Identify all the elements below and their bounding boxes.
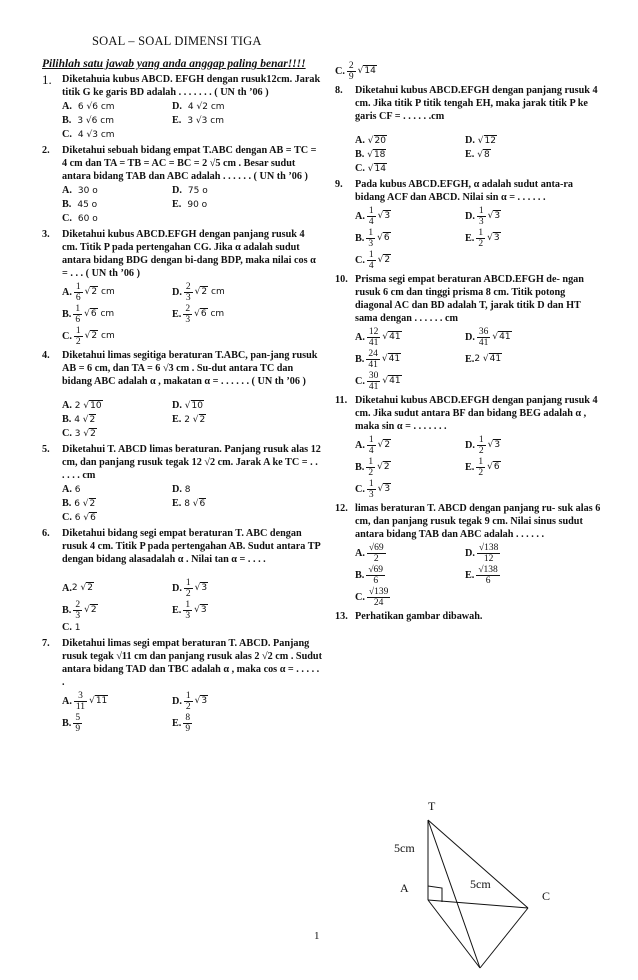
edge-ac	[428, 900, 528, 908]
option-e[interactable]: E. $\frac{1}{2}$ √6	[465, 456, 500, 478]
label-edge-2: 5cm	[470, 877, 491, 891]
option-d[interactable]: D. √12	[465, 135, 496, 146]
option-b[interactable]: B. √18	[355, 149, 386, 160]
option-e[interactable]: E. 8 √6	[172, 498, 206, 509]
option-d[interactable]: D. 8	[172, 484, 191, 495]
pyramid-diagram	[390, 790, 590, 980]
option-e[interactable]: E. 90 o	[172, 199, 208, 210]
option-c[interactable]: C. √14	[355, 163, 386, 174]
option-e[interactable]: E. $\frac{1}{3}$ √3	[172, 599, 207, 621]
option-c[interactable]: C. $\frac{30}{41}$ √41	[355, 370, 401, 392]
option-e[interactable]: E. 3 √3 cm	[172, 115, 224, 126]
option-a[interactable]: A. $\frac{1}{6}$ √2 cm	[62, 281, 115, 303]
option-c[interactable]: C. $\frac{1}{2}$ √2 cm	[62, 325, 115, 347]
option-d[interactable]: D. $\frac{√138}{12}$	[465, 542, 499, 564]
option-c[interactable]: C. 60 o	[62, 213, 98, 224]
edge-ab	[428, 900, 480, 968]
options	[355, 326, 603, 392]
question-1: 1. Diketahuia kubus ABCD. EFGH dengan rusuk12cm. Jarak titik G ke garis BD adalah . . . . . . . ( UN th ’06 ) A. 6 √6 cm D. 4 √2 cm B. 3 √6 cm E. 3 √3 cm C. 4 √3 cm	[42, 72, 321, 140]
option-b[interactable]: B. 4 √2	[62, 414, 96, 425]
page-number: 1	[314, 930, 320, 942]
options	[62, 399, 322, 441]
option-b[interactable]: B. 3 √6 cm	[62, 115, 114, 126]
question-text: Pada kubus ABCD.EFGH, α adalah sudut anta-ra bidang ACF dan ABCD. Nilai sin α = . . . . . .	[355, 179, 573, 203]
option-a[interactable]: A. 6	[62, 484, 81, 495]
option-d[interactable]: D. $\frac{2}{3}$ √2 cm	[172, 281, 225, 303]
option-b[interactable]: B. $\frac{1}{2}$ √2	[355, 456, 390, 478]
question-2: 2. Diketahui sebuah bidang empat T.ABC dengan AB = TC = 4 cm dan TA = TB = AC = BC = 2 √5 cm . Besar sudut antara bidang TAB dan ABC adalah . . . . . . ( UN th ’06 ) A. 30 o D. 75 o B. 45 o E. 90 o C. 60 o	[42, 144, 322, 226]
option-d[interactable]: D. $\frac{36}{41}$ √41	[465, 326, 511, 348]
edge-bc	[480, 908, 528, 968]
question-4: 4. Diketahui limas segitiga beraturan T.ABC, pan-jang rusuk AB = 6 cm, dan TA = 6 √3 cm . Su-dut antara TC dan bidang ABC adalah α , makatan α = . . . . . . ( UN th ’06 ) A. 2 √10 D. √10 B. 4 √2 E. 2 √2 C. 3 √2	[42, 349, 322, 441]
question-8: 8. Diketahui kubus ABCD.EFGH dengan panjang rusuk 4 cm. Jika titik P titik tengah EH, maka jarak titik P ke garis CF = . . . . . .cm A. √20 D. √12 B. √18 E. √8 C. √14	[335, 84, 603, 176]
options	[62, 690, 322, 734]
instruction: Pilihlah satu jawab yang anda anggap paling benar!!!!	[42, 58, 306, 70]
question-13: 13. Perhatikan gambar dibawah.	[335, 610, 603, 623]
question-9: 9. Pada kubus ABCD.EFGH, α adalah sudut anta-ra bidang ACF dan ABCD. Nilai sin α = . . . . . . A. $\frac{1}{4}$ √3 D. $\frac{1}{3}$ √3 B. $\frac{1}{3}$ √6 E. $\frac{1}{2}$ √3 C. $\frac{1}{4}$ √2	[335, 178, 603, 271]
question-5: 5. Diketahui T. ABCD limas beraturan. Panjang rusuk alas 12 cm, dan panjang rusuk tegak 12 √2 cm. Jarak A ke TC = . . . . . . cm A. 6 D. 8 B. 6 √2 E. 8 √6 C. 6 √6	[42, 444, 321, 523]
options	[62, 483, 322, 525]
option-e[interactable]: E. 2 √41	[465, 353, 502, 365]
option-d[interactable]: D. $\frac{1}{3}$ √3	[465, 205, 501, 227]
question-12: 12. limas beraturan T. ABCD dengan panjang ru- suk alas 6 cm, dan panjang rusuk tegak 9 cm. Nilai sinus sudut antara bidang TAB dan ABC adalah . . . . . . A. $\frac{√69}{2}$ D. $\frac{√138}{12}$ B. $\frac{√69}{6}$ E. $\frac{√138}{6}$ C. $\frac{√139}{24}$	[335, 502, 603, 608]
question-text: Diketahui kubus ABCD.EFGH dengan panjang rusuk 4 cm. Titik P pada pertengahan CG. Jika α adalah sudut antara bidang BDG dengan bi-dang BDP, maka nilai cos α = . . . ( UN th ’06 )	[62, 229, 316, 279]
question-text: Diketahui kubus ABCD.EFGH dengan panjang rusuk 4 cm. Jika titik P titik tengah EH, maka jarak titik P ke garis CF = . . . . . .cm	[355, 85, 598, 122]
option-d[interactable]: D. $\frac{1}{2}$ √3	[172, 690, 208, 712]
page-title: SOAL – SOAL DIMENSI TIGA	[92, 34, 262, 48]
option-e[interactable]: E. $\frac{2}{3}$ √6 cm	[172, 303, 225, 325]
edge-tb	[428, 820, 480, 968]
question-text: Diketahui kubus ABCD.EFGH dengan panjang rusuk 4 cm. Jika sudut antara BF dan bidang BEG adalah α , maka sin α = . . . . . . .	[355, 395, 598, 432]
options	[355, 205, 603, 271]
option-c[interactable]: C. 3 √2	[62, 428, 96, 439]
question-11: 11. Diketahui kubus ABCD.EFGH dengan panjang rusuk 4 cm. Jika sudut antara BF dan bidang BEG adalah α , maka sin α = . . . . . . . A. $\frac{1}{4}$ √2 D. $\frac{1}{2}$ √3 B. $\frac{1}{2}$ √2 E. $\frac{1}{2}$ √6 C. $\frac{1}{3}$ √3	[335, 394, 603, 500]
option-a[interactable]: A. 30 o	[62, 185, 98, 196]
question-text: Diketahui limas segi empat beraturan T. ABCD. Panjang rusuk tegak √11 cm dan panjang rusuk alas 2 √2 cm . Sudut antara bidang TAD dan TBC adalah α , maka cos α = . . . . . .	[62, 638, 322, 688]
question-text: Perhatikan gambar dibawah.	[355, 611, 483, 622]
option-d[interactable]: D. √10	[172, 400, 203, 411]
question-6: 6. Diketahui bidang segi empat beraturan T. ABC dengan rusuk 4 cm. Titik P pada pertengahan AB. Sudut antara TP dengan bidang alasadalah α . Nilai tan α = . . . . A. 2 √2 D. $\frac{1}{2}$ √3 B. $\frac{2}{3}$ √2 E. $\frac{1}{3}$ √3 C. 1	[42, 528, 321, 633]
option-b[interactable]: B. 45 o	[62, 199, 98, 210]
question-text: Diketahuia kubus ABCD. EFGH dengan rusuk12cm. Jarak titik G ke garis BD adalah . . . . . . . ( UN th ’06 )	[62, 74, 321, 98]
label-a: A	[400, 881, 409, 895]
label-t: T	[428, 799, 436, 813]
left-column	[42, 38, 322, 734]
option-e[interactable]: E. $\frac{1}{2}$ √3	[465, 227, 500, 249]
question-10: 10. Prisma segi empat beraturan ABCD.EFGH de- ngan rusuk 6 cm dan tinggi prisma 8 cm. Titik potong diagonal AC dan BD adalah T, jarak titik D dan HT sama dengan . . . . . . cm A. $\frac{12}{41}$ √41 D. $\frac{36}{41}$ √41 B. $\frac{24}{41}$ √41 E. 2 √41 C. $\frac{30}{41}$ √41	[335, 273, 603, 392]
option-a[interactable]: A. $\frac{3}{11}$ √11	[62, 690, 108, 712]
option-b[interactable]: B. $\frac{1}{3}$ √6	[355, 227, 390, 249]
option-b[interactable]: B. $\frac{1}{6}$ √6 cm	[62, 303, 115, 325]
question-text: Prisma segi empat beraturan ABCD.EFGH de- ngan rusuk 6 cm dan tinggi prisma 8 cm. Titik potong diagonal AC dan BD adalah T, jarak titik D dan HT sama dengan . . . . . . cm	[355, 274, 584, 324]
option-c[interactable]: C. $\frac{√139}{24}$	[355, 586, 389, 608]
option-d[interactable]: D. 4 √2 cm	[172, 101, 225, 112]
option-d[interactable]: D. 75 o	[172, 185, 208, 196]
option-b[interactable]: B. $\frac{5}{9}$	[62, 712, 81, 734]
label-edge-1: 5cm	[394, 841, 415, 855]
option-c[interactable]: C. $\frac{1}{3}$ √3	[355, 478, 391, 500]
option-a[interactable]: A. $\frac{12}{41}$ √41	[355, 326, 401, 348]
option-d[interactable]: D. $\frac{1}{2}$ √3	[172, 577, 208, 599]
options	[355, 434, 603, 500]
question-text: limas beraturan T. ABCD dengan panjang ru- suk alas 6 cm, dan panjang rusuk tegak 9 cm. Nilai sinus sudut antara bidang TAB dan ABC adalah . . . . . .	[355, 503, 601, 540]
option-d[interactable]: D. $\frac{1}{2}$ √3	[465, 434, 501, 456]
option-c[interactable]: C. 1	[62, 622, 81, 633]
option-c[interactable]: C. $\frac{1}{4}$ √2	[355, 249, 391, 271]
option-b[interactable]: B. $\frac{24}{41}$ √41	[355, 348, 401, 370]
option-a[interactable]: A. $\frac{√69}{2}$	[355, 542, 384, 564]
option-b[interactable]: B. $\frac{2}{3}$ √2	[62, 599, 97, 621]
options	[62, 100, 322, 142]
question-7: 7. Diketahui limas segi empat beraturan T. ABCD. Panjang rusuk tegak √11 cm dan panjang rusuk alas 2 √2 cm . Sudut antara bidang TAD dan TBC adalah α , maka cos α = . . . . . . A. $\frac{3}{11}$ √11 D. $\frac{1}{2}$ √3 B. $\frac{5}{9}$ E. $\frac{8}{9}$	[42, 638, 322, 734]
question-text: Diketahui T. ABCD limas beraturan. Panjang rusuk alas 12 cm, dan panjang rusuk tegak 12 √2 cm. Jarak A ke TC = . . . . . . cm	[62, 444, 321, 481]
question-text: Diketahui sebuah bidang empat T.ABC dengan AB = TC = 4 cm dan TA = TB = AC = BC = 2 √5 cm . Besar sudut antara bidang TAB dan ABC adalah . . . . . . ( UN th ’06 )	[62, 145, 317, 182]
options	[355, 542, 603, 608]
option-a[interactable]: A. $\frac{1}{4}$ √3	[355, 205, 391, 227]
options	[62, 281, 322, 347]
option-c-q7[interactable]: C. $\frac{2}{9}$ √14	[335, 60, 376, 82]
option-a[interactable]: A. 6 √6 cm	[62, 101, 115, 112]
option-a[interactable]: A. √20	[355, 135, 386, 146]
option-e[interactable]: E. √8	[465, 149, 490, 160]
option-e[interactable]: E. 2 √2	[172, 414, 206, 425]
option-c[interactable]: C. 6 √6	[62, 512, 96, 523]
right-angle-marker	[428, 886, 442, 902]
options	[355, 134, 603, 176]
option-a[interactable]: A. 2 √2	[62, 582, 93, 594]
options	[62, 577, 322, 635]
right-column	[335, 60, 603, 623]
question-3: 3. Diketahui kubus ABCD.EFGH dengan panjang rusuk 4 cm. Titik P pada pertengahan CG. Jika α adalah sudut antara bidang BDG dengan bi-dang BDP, maka nilai cos α = . . . ( UN th ’06 ) A. $\frac{1}{6}$ √2 cm D. $\frac{2}{3}$ √2 cm B. $\frac{1}{6}$ √6 cm E. $\frac{2}{3}$ √6 cm C. $\frac{1}{2}$ √2 cm	[42, 228, 322, 347]
option-e[interactable]: E. $\frac{√138}{6}$	[465, 564, 498, 586]
options	[62, 184, 322, 226]
option-b[interactable]: B. 6 √2	[62, 498, 96, 509]
label-c: C	[542, 889, 551, 903]
question-text: Diketahui bidang segi empat beraturan T. ABC dengan rusuk 4 cm. Titik P pada pertengahan AB. Sudut antara TP dengan bidang alasadalah α . Nilai tan α = . . . .	[62, 528, 321, 565]
option-e[interactable]: E. $\frac{8}{9}$	[172, 712, 191, 734]
option-b[interactable]: B. $\frac{√69}{6}$	[355, 564, 384, 586]
option-a[interactable]: A. $\frac{1}{4}$ √2	[355, 434, 391, 456]
option-c[interactable]: C. 4 √3 cm	[62, 129, 115, 140]
question-text: Diketahui limas segitiga beraturan T.ABC, pan-jang rusuk AB = 6 cm, dan TA = 6 √3 cm . Su-dut antara TC dan bidang ABC adalah α , makatan α = . . . . . . ( UN th ’06 )	[62, 350, 318, 387]
option-a[interactable]: A. 2 √10	[62, 400, 102, 411]
